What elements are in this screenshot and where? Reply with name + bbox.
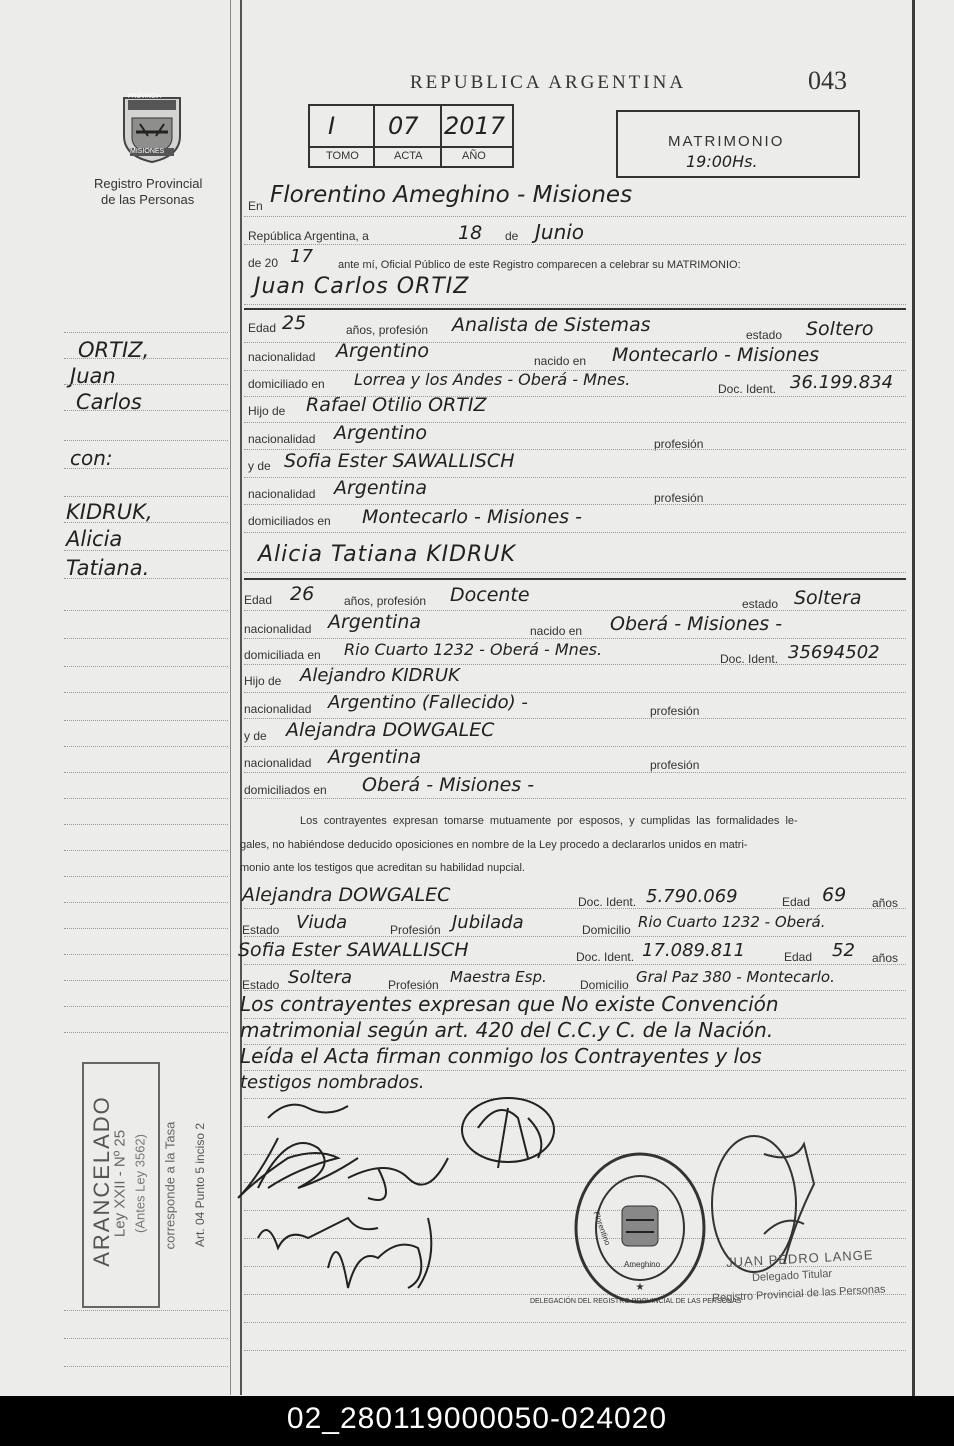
witness1-profesion: Jubilada [452,912,524,933]
signatures [228,1088,588,1320]
witness1-age: 69 [822,884,847,906]
date-line [244,244,906,245]
margin-line [64,578,228,579]
groom-mother: Sofia Ester SAWALLISCH [284,450,515,472]
notes-line3: Leída el Acta firman conmigo los Contrayentes y los [240,1044,762,1068]
bride-profession: Docente [450,584,530,606]
bride-nacido-label: nacido en [530,624,583,638]
margin-line [64,1338,228,1339]
margin-line [64,954,228,955]
groom-father-nac-label: nacionalidad [248,432,316,446]
margin-bride-surname: KIDRUK, [66,500,153,524]
margin-line [64,1310,228,1311]
witness2-estado: Soltera [288,967,353,988]
officer-title: Delegado Titular [751,1267,833,1285]
page-edge [912,0,915,1400]
barcode-caption: 02_280119000050-024020 [0,1396,954,1446]
witness1-dom-label: Domicilio [582,923,631,937]
witness1-prof-label: Profesión [390,923,441,937]
box-divider-1 [373,104,375,166]
witness2-dom-label: Domicilio [580,978,629,992]
margin-line [64,850,228,851]
declaration-line2: gales, no habiéndose deducido oposiciones en nombre de la Ley procedo a declararlos unidos en matri- [240,839,748,851]
witness1-estado: Viuda [296,912,348,933]
margin-line [64,798,228,799]
en-label: En [248,199,263,213]
margin-line [64,440,228,441]
groom-doc: 36.199.834 [790,372,894,393]
bride-full-name: Alicia Tatiana KIDRUK [258,542,516,567]
margin-line [64,550,228,551]
year-suffix: 17 [290,246,313,267]
margin-line [64,1032,228,1033]
svg-text:★: ★ [635,1282,645,1293]
officer-name: JUAN PEDRO LANGE [725,1247,874,1270]
groom-doc-label: Doc. Ident. [718,382,777,396]
row-line [244,990,906,991]
margin-line [64,876,228,877]
groom-father: Rafael Otilio ORTIZ [306,394,487,416]
bride-estado: Soltera [794,587,862,609]
place: Florentino Ameghino - Misiones [270,182,633,208]
margin-line [64,720,228,721]
day: 18 [458,222,483,244]
margin-groom-name2: Carlos [76,390,142,414]
bride-yde-label: y de [244,729,267,743]
witness1-edad-label: Edad [782,895,811,909]
seal-inner-2: Ameghino [624,1260,661,1269]
margin-line [64,522,228,523]
bride-domicilio: Rio Cuarto 1232 - Oberá - Mnes. [344,640,603,659]
groom-nac-label: nacionalidad [248,350,316,364]
groom-nacido-label: nacido en [534,354,587,368]
declaration-line1: Los contrayentes expresan tomarse mutuamente por esposos, y cumplidas las formalidades le- [300,815,798,827]
bride-father-prof-label: profesión [650,704,700,718]
groom-estado-label: estado [746,328,783,342]
anio-label: AÑO [462,150,486,162]
year-prefix: de 20 [248,256,279,270]
witness1-name: Alejandra DOWGALEC [242,884,451,906]
margin-line [64,772,228,773]
margin-groom-surname: ORTIZ, [78,338,150,362]
margin-line [64,1366,228,1367]
row-line [244,532,906,533]
groom-name-line [244,304,906,305]
groom-anos-label: años, profesión [346,323,429,337]
witness2-anos-label: años [872,951,899,965]
acta-label: ACTA [394,150,423,162]
margin-line [64,1006,228,1007]
registry-name-line2: de las Personas [101,192,195,207]
logo-bottom-text: MISIONES [130,148,165,155]
groom-father-prof-label: profesión [654,437,704,451]
witness1-anos-label: años [872,896,899,910]
margin-line [64,928,228,929]
groom-hijo-label: Hijo de [248,404,286,418]
bride-mother-prof-label: profesión [650,758,700,772]
row-line [244,504,906,505]
row-line [244,1322,906,1323]
groom-parents-dom: Montecarlo - Misiones - [362,506,582,528]
bride-doc-label: Doc. Ident. [720,652,779,666]
margin-line [64,638,228,639]
witness1-doc-label: Doc. Ident. [578,895,637,909]
witness2-name: Sofia Ester SAWALLISCH [238,939,469,961]
groom-father-nac: Argentino [334,422,427,444]
bride-father-nac-label: nacionalidad [244,702,312,716]
row-line [244,964,906,965]
groom-separator [244,308,906,310]
groom-age: 25 [282,312,307,334]
groom-edad-label: Edad [248,321,277,335]
box-divider-h [308,146,512,148]
bride-parents-dom: Oberá - Misiones - [362,774,535,796]
witness1-estado-label: Estado [242,923,280,937]
box-divider-2 [440,104,442,166]
tomo-value: I [328,112,336,140]
arancelado-ley-sub: (Antes Ley 3562) [132,1134,148,1234]
groom-profession: Analista de Sistemas [452,314,651,336]
row-line [244,1070,906,1071]
arancelado-text: ARANCELADO [89,1095,114,1267]
seal-inner-1: Florentino [591,1210,613,1247]
bride-father-nac: Argentino (Fallecido) - [328,692,528,713]
tomo-label: TOMO [326,150,359,162]
logo-top-text: PROVINCIA [128,94,162,100]
witness2-doc-label: Doc. Ident. [576,950,635,964]
groom-yde-label: y de [248,459,271,473]
republica-label: República Argentina, a [248,229,369,243]
notes-line2: matrimonial según art. 420 del C.C.y C. de la Nación. [240,1018,774,1042]
month: Junio [535,220,585,244]
arancelado-ley: Ley XXII - Nº 25 [111,1129,129,1238]
bride-anos-label: años, profesión [344,594,427,608]
page-number: 043 [808,66,847,95]
bride-age: 26 [290,583,315,605]
bride-mother: Alejandra DOWGALEC [286,719,495,741]
margin-line [64,902,228,903]
witness1-doc: 5.790.069 [646,886,738,907]
groom-estado: Soltero [806,318,874,340]
officer-org: Registro Provincial de las Personas [711,1283,886,1305]
bride-doc: 35694502 [788,642,880,663]
margin-line [64,332,228,333]
witness1-domicilio: Rio Cuarto 1232 - Oberá. [638,913,826,931]
groom-parents-dom-label: domiciliados en [248,514,331,528]
row-line [244,936,906,937]
bride-mother-nac: Argentina [328,746,422,768]
margin-line [64,496,228,497]
margin-line [64,666,228,667]
bride-separator [244,578,906,580]
bride-father: Alejandro KIDRUK [300,665,460,686]
margin-line [64,746,228,747]
ceremony-time: 19:00Hs. [686,152,758,171]
row-line [244,908,906,909]
row-line [244,1350,906,1351]
notes-line4: testigos nombrados. [240,1072,425,1093]
groom-nacido: Montecarlo - Misiones [612,344,820,366]
row-line [244,638,906,639]
margin-line [64,410,228,411]
witness2-estado-label: Estado [242,978,280,992]
bride-nacionalidad: Argentina [328,611,422,633]
margin-line [64,610,228,611]
row-line [244,772,906,773]
margin-line [64,358,228,359]
margin-line [64,692,228,693]
witness2-doc: 17.089.811 [642,940,746,961]
official-seal [570,1150,710,1306]
groom-nacionalidad: Argentino [336,340,429,362]
groom-dom-label: domiciliado en [248,377,325,391]
margin-line [64,824,228,825]
row-line [244,798,906,799]
doc-type: MATRIMONIO [668,133,785,150]
de-label: de [505,229,519,243]
margin-bride-name2: Tatiana. [66,556,150,580]
witness2-domicilio: Gral Paz 380 - Montecarlo. [636,968,835,986]
margin-con: con: [70,446,113,470]
officer-text: ante mí, Oficial Público de este Registro comparecen a celebrar su MATRIMONIO: [338,259,741,271]
bride-parents-dom-label: domiciliados en [244,783,327,797]
bride-edad-label: Edad [244,593,273,607]
margin-line [64,980,228,981]
groom-mother-nac-label: nacionalidad [248,487,316,501]
groom-domicilio: Lorrea y los Andes - Oberá - Mnes. [354,370,631,389]
place-line [244,216,906,217]
bride-dom-label: domiciliada en [244,648,321,662]
bride-nac-label: nacionalidad [244,622,312,636]
arancelado-corresponde: corresponde a la Tasa [162,1121,178,1250]
groom-mother-prof-label: profesión [654,491,704,505]
country-title: REPUBLICA ARGENTINA [410,72,687,93]
witness2-edad-label: Edad [784,950,813,964]
bride-mother-nac-label: nacionalidad [244,756,312,770]
witness2-prof-label: Profesión [388,978,439,992]
bride-nacido: Oberá - Misiones - [610,613,783,635]
declaration-line3: monio ante los testigos que acreditan su habilidad nupcial. [240,862,525,874]
acta-value: 07 [388,112,419,140]
bride-estado-label: estado [742,597,779,611]
registry-name-line1: Registro Provincial [94,176,203,191]
margin-bride-name1: Alicia [66,527,123,551]
notes-line1: Los contrayentes expresan que No existe Convención [240,992,779,1016]
arancelado-articulo: Art. 04 Punto 5 inciso 2 [193,1122,207,1248]
groom-full-name: Juan Carlos ORTIZ [254,274,470,299]
witness2-profesion: Maestra Esp. [450,968,547,986]
margin-line [64,384,228,385]
margin-groom-name1: Juan [70,364,116,388]
bride-hijo-label: Hijo de [244,674,282,688]
groom-mother-nac: Argentina [334,477,428,499]
margin-line [64,468,228,469]
bride-name-line [244,572,906,573]
seal-ring-text: DELEGACIÓN DEL REGISTRO PROVINCIAL DE LAS PERSONAS [530,1298,742,1305]
witness2-age: 52 [832,940,855,961]
anio-value: 2017 [444,112,506,140]
